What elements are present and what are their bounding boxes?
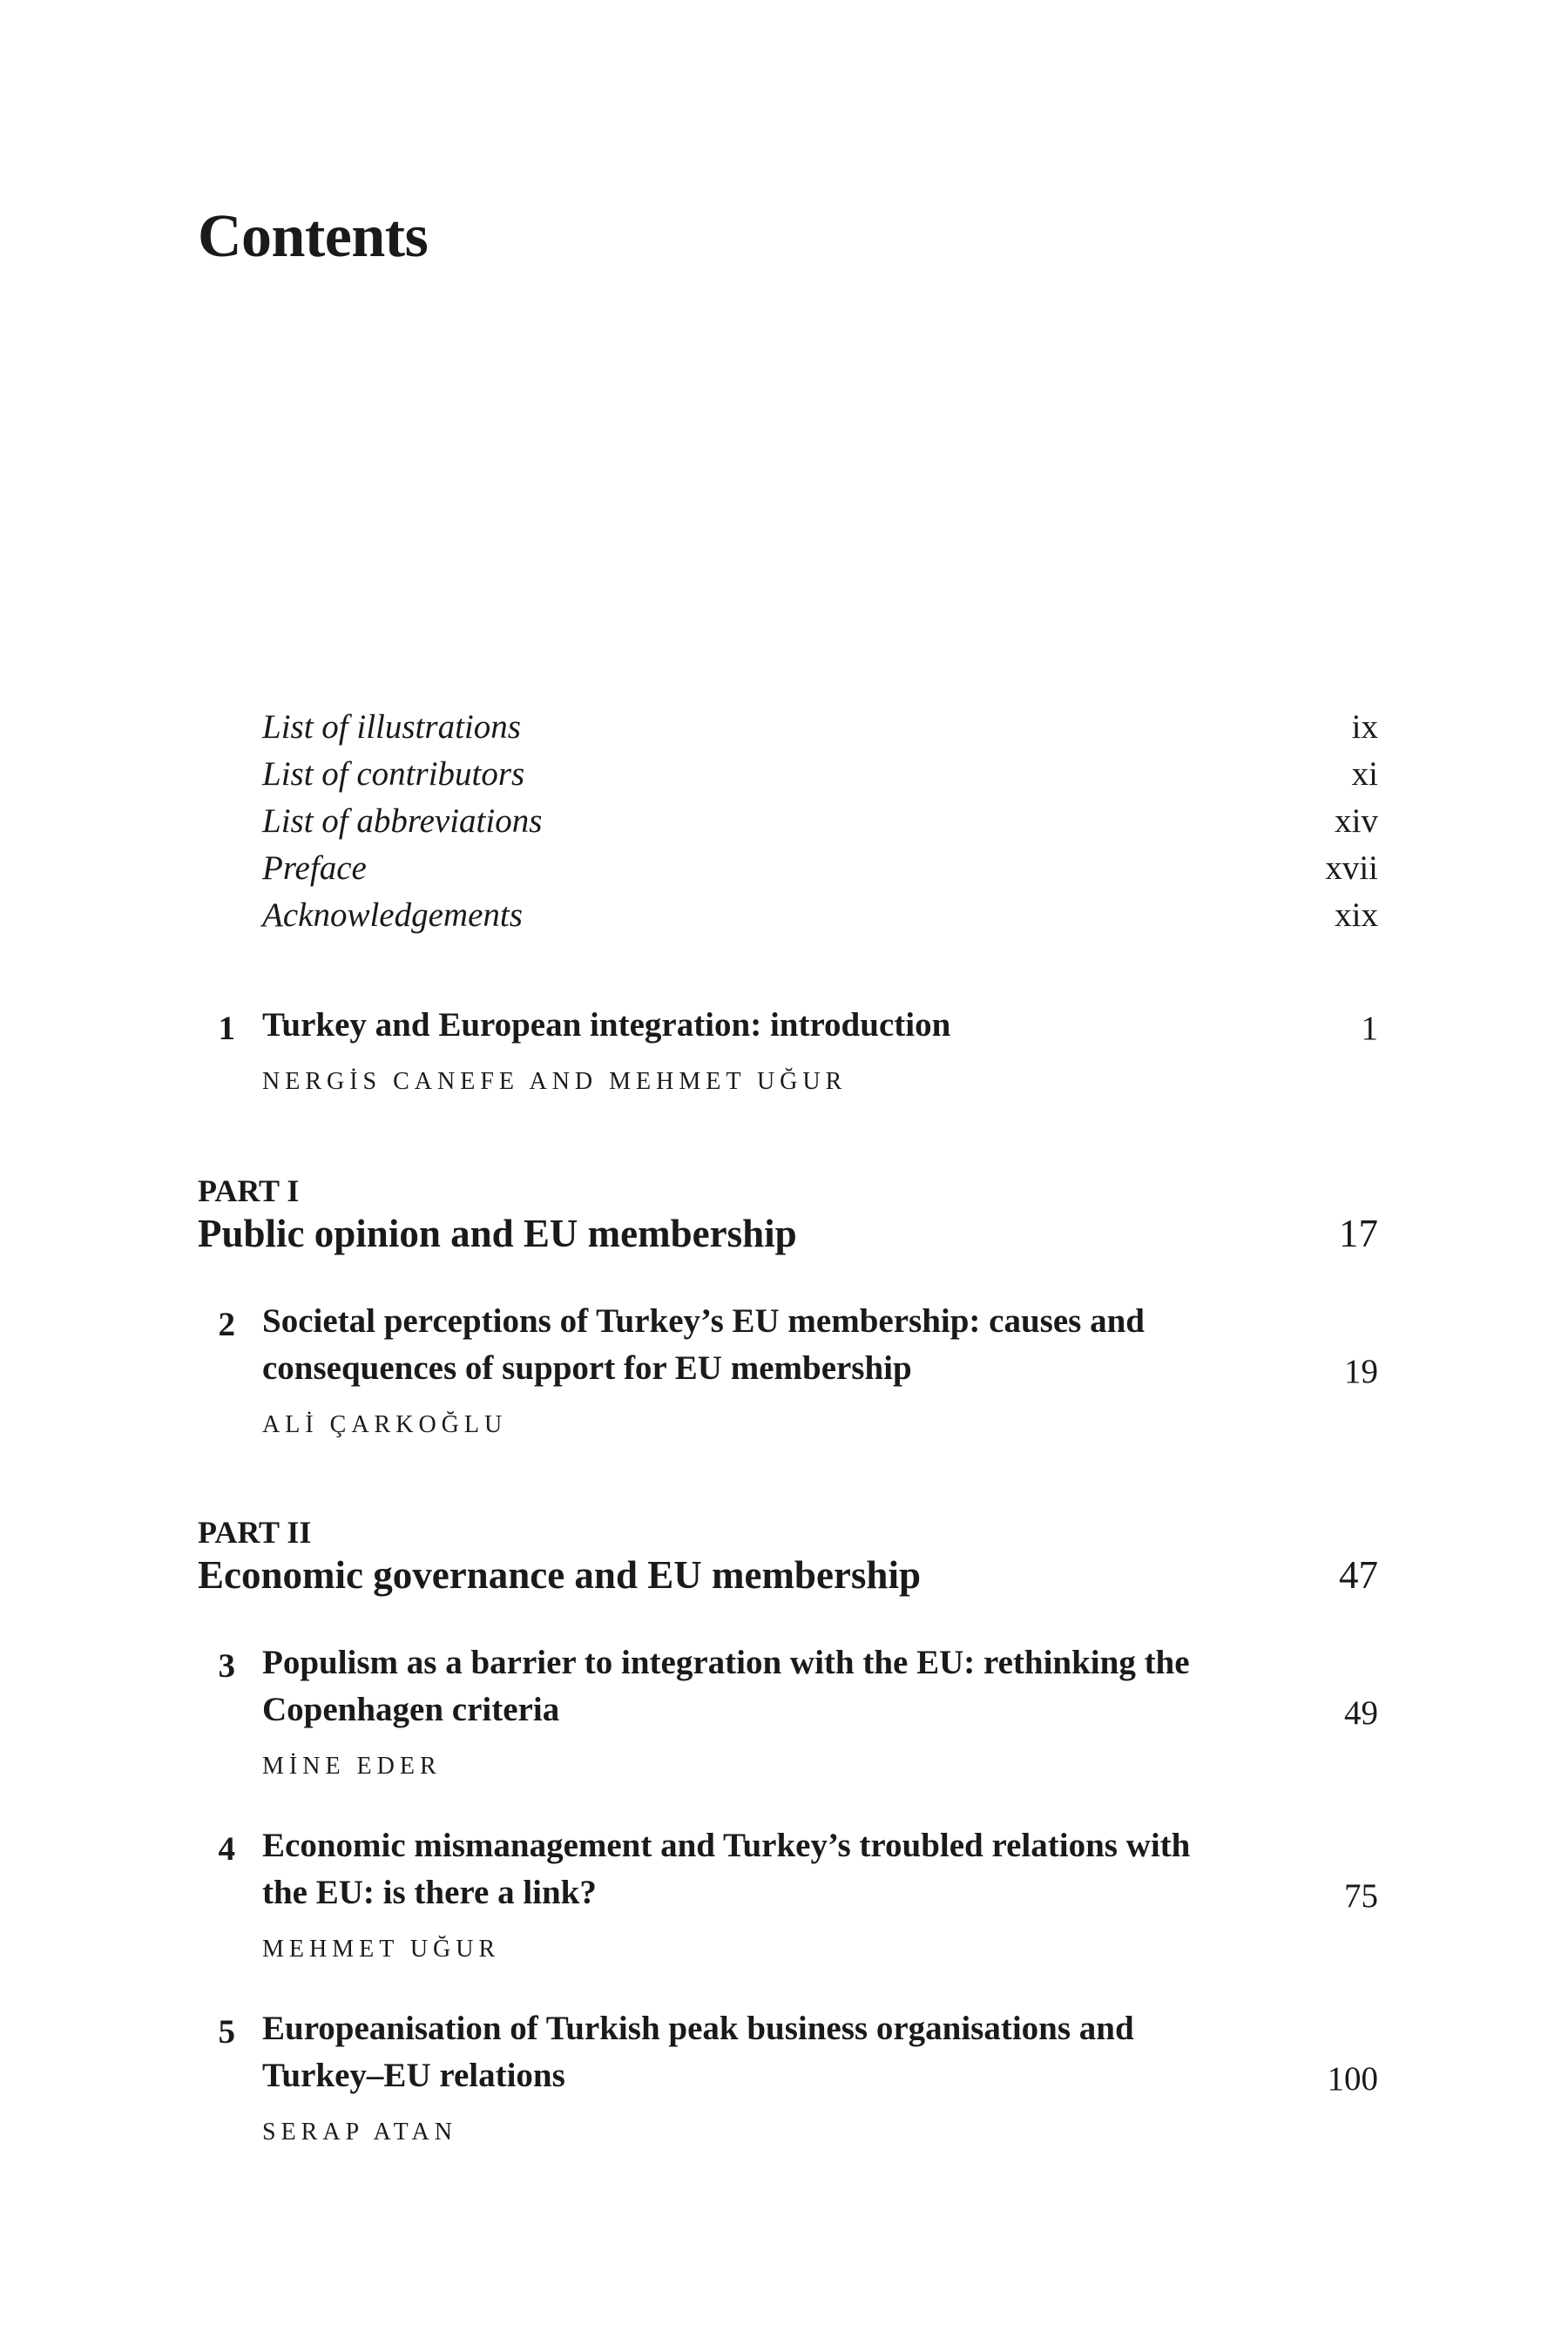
toc-page-number: ix [1351,708,1378,746]
toc-page-number: 49 [1344,1694,1378,1732]
chapter-title-1[interactable]: Turkey and European integration: introduction [262,1006,951,1044]
part-title-1[interactable]: Public opinion and EU membership [198,1212,797,1255]
toc-entry-list-of-abbreviations[interactable]: List of abbreviations [262,802,543,840]
chapter-title-5[interactable]: Europeanisation of Turkish peak business organisations and Turkey–EU relations [262,2010,1134,2094]
toc-page-number: xiv [1335,802,1378,840]
chapter-author: SERAP ATAN [262,2119,457,2146]
toc-entry-preface[interactable]: Preface [262,849,367,887]
toc-entry-acknowledgements[interactable]: Acknowledgements [262,896,523,934]
toc-page-number: 100 [1327,2060,1378,2098]
part-label: PART II [198,1515,312,1550]
chapter-author: ALİ ÇARKOĞLU [262,1411,508,1438]
chapter-number: 3 [218,1647,235,1685]
toc-page-number: xix [1335,896,1378,934]
chapter-number: 2 [218,1306,235,1343]
toc-page-number: 1 [1361,1010,1378,1047]
chapter-title-2[interactable]: Societal perceptions of Turkey’s EU membership: causes and consequences of support for EU membership [262,1302,1145,1387]
page-title: Contents [198,203,429,270]
chapter-author: MEHMET UĞUR [262,1936,501,1963]
chapter-title-4[interactable]: Economic mismanagement and Turkey’s troubled relations with the EU: is there a link? [262,1827,1191,1911]
toc-page-number: 75 [1344,1877,1378,1915]
toc-page-number: xi [1351,755,1378,793]
part-label: PART I [198,1173,300,1208]
toc-page-number: xvii [1325,849,1378,887]
toc-page-number: 19 [1344,1353,1378,1390]
chapter-author: MİNE EDER [262,1753,442,1780]
chapter-number: 5 [218,2013,235,2051]
chapter-title-3[interactable]: Populism as a barrier to integration with the EU: rethinking the Copenhagen criteria [262,1644,1190,1728]
toc-page-number: 17 [1339,1212,1378,1255]
chapter-author: NERGİS CANEFE AND MEHMET UĞUR [262,1068,848,1095]
chapter-number: 1 [218,1010,235,1047]
toc-page-number: 47 [1339,1553,1378,1597]
toc-entry-list-of-contributors[interactable]: List of contributors [262,755,525,793]
part-title-2[interactable]: Economic governance and EU membership [198,1553,921,1597]
toc-entry-list-of-illustrations[interactable]: List of illustrations [262,708,521,746]
chapter-number: 4 [218,1830,235,1868]
